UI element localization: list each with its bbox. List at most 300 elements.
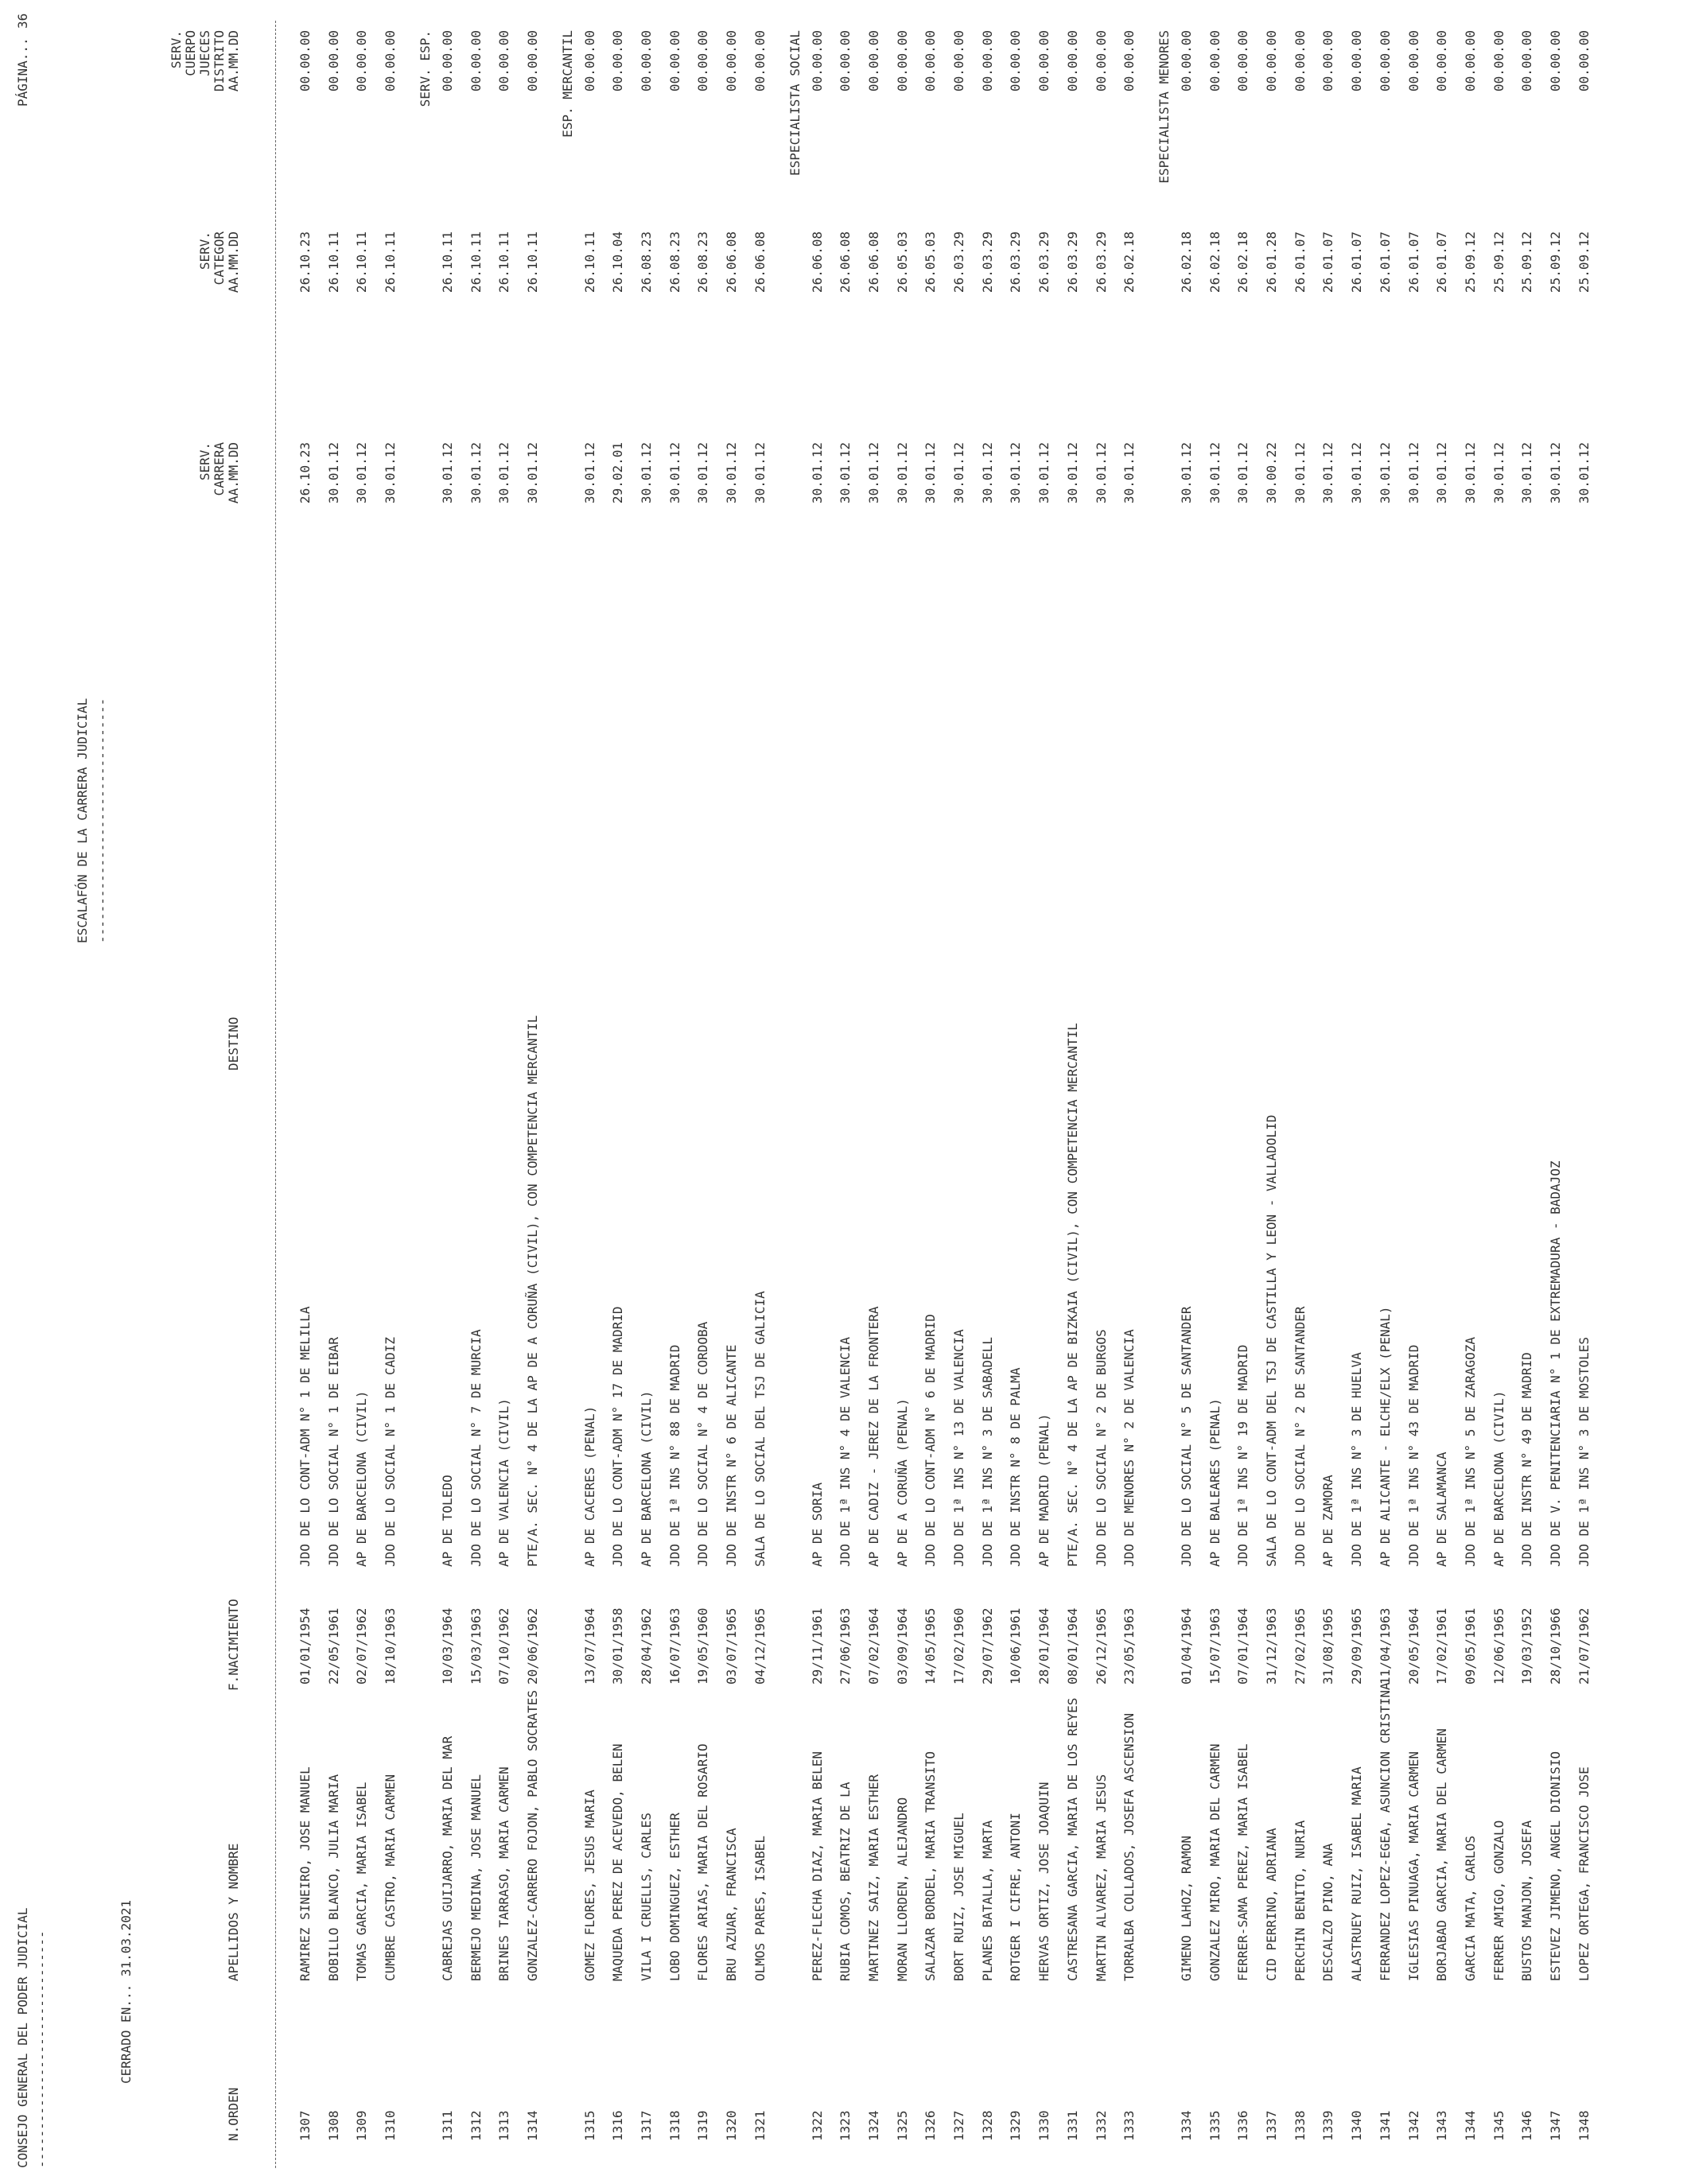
row-nombre: BERMEJO MEDINA, JOSE MANUEL (468, 1774, 484, 1981)
row-serv-categoria: 26.08.23 (695, 231, 710, 293)
row-serv-carrera: 30.00.22 (1264, 442, 1279, 504)
row-nombre: OLMOS PARES, ISABEL (752, 1835, 768, 1981)
row-orden: 1336 (1235, 2110, 1250, 2141)
row-orden: 1319 (695, 2110, 710, 2141)
row-nombre: RUBIA COMOS, BEATRIZ DE LA (838, 1782, 853, 1981)
row-serv-cuerpo: 00.00.00 (838, 30, 853, 92)
row-serv-categoria: 26.10.11 (468, 231, 484, 293)
page-label: PÁGINA... (15, 37, 30, 107)
row-orden: 1347 (1548, 2110, 1563, 2141)
row-serv-cuerpo: 00.00.00 (667, 30, 682, 92)
row-nacimiento: 15/03/1963 (468, 1607, 484, 1685)
row-nacimiento: 10/06/1961 (1008, 1607, 1023, 1685)
row-serv-categoria: 25.09.12 (1491, 231, 1506, 293)
row-serv-carrera: 30.01.12 (1036, 442, 1052, 504)
row-serv-categoria: 25.09.12 (1576, 231, 1592, 293)
row-nombre: PLANES BATALLA, MARTA (980, 1820, 995, 1981)
row-destino: PTE/A. SEC. N° 4 DE LA AP DE A CORUÑA (CIVIL), CON COMPETENCIA MERCANTIL (525, 1015, 540, 1567)
row-serv-cuerpo: 00.00.00 (383, 30, 398, 92)
row-serv-cuerpo: 00.00.00 (923, 30, 938, 92)
row-nombre: DESCALZO PINO, ANA (1320, 1843, 1335, 1981)
row-serv-carrera: 30.01.12 (1293, 442, 1308, 504)
row-nombre: GARCIA MATA, CARLOS (1463, 1835, 1478, 1981)
row-orden: 1313 (496, 2110, 511, 2141)
row-destino: JDO DE LO SOCIAL N° 2 DE SANTANDER (1293, 1306, 1308, 1567)
row-destino: JDO DE LO SOCIAL N° 7 DE MURCIA (468, 1329, 484, 1567)
row-nacimiento: 28/10/1966 (1548, 1607, 1563, 1685)
row-destino: AP DE ZAMORA (1320, 1475, 1335, 1567)
section-label: ESPECIALISTA SOCIAL (787, 30, 803, 177)
row-serv-carrera: 30.01.12 (1548, 442, 1563, 504)
header-cuerpo-line: DISTRITO (212, 30, 227, 92)
row-orden: 1344 (1463, 2110, 1478, 2141)
row-serv-carrera: 30.01.12 (695, 442, 710, 504)
row-serv-carrera: 30.01.12 (326, 442, 341, 504)
row-serv-carrera: 30.01.12 (752, 442, 768, 504)
row-nombre: FERRER AMIGO, GONZALO (1491, 1820, 1506, 1981)
row-serv-cuerpo: 00.00.00 (1122, 30, 1137, 92)
row-nacimiento: 31/08/1965 (1320, 1607, 1335, 1685)
header-nacimiento: F.NACIMIENTO (226, 1599, 241, 1691)
row-nombre: BOBILLO BLANCO, JULIA MARIA (326, 1774, 341, 1981)
row-nombre: VILA I CRUELLS, CARLES (639, 1813, 654, 1981)
row-destino: JDO DE LO SOCIAL N° 1 DE EIBAR (326, 1337, 341, 1567)
row-nacimiento: 03/07/1965 (724, 1607, 739, 1685)
row-nombre: CASTRESANA GARCIA, MARIA DE LOS REYES (1065, 1697, 1080, 1981)
row-serv-cuerpo: 00.00.00 (525, 30, 540, 92)
row-orden: 1337 (1264, 2110, 1279, 2141)
row-serv-cuerpo: 00.00.00 (468, 30, 484, 92)
header-cuerpo-line: JUECES (197, 30, 212, 76)
header-categoria-line: CATEGOR (212, 231, 227, 286)
row-serv-carrera: 30.01.12 (667, 442, 682, 504)
row-destino: JDO DE INSTR N° 8 DE PALMA (1008, 1367, 1023, 1567)
row-serv-cuerpo: 00.00.00 (980, 30, 995, 92)
row-serv-cuerpo: 00.00.00 (866, 30, 881, 92)
row-orden: 1311 (440, 2110, 455, 2141)
row-serv-cuerpo: 00.00.00 (1235, 30, 1250, 92)
row-destino: AP DE TOLEDO (440, 1475, 455, 1567)
section-label: ESP. MERCANTIL (560, 30, 575, 138)
row-serv-categoria: 26.01.28 (1264, 231, 1279, 293)
row-serv-categoria: 26.02.18 (1207, 231, 1223, 293)
row-serv-cuerpo: 00.00.00 (1008, 30, 1023, 92)
row-nombre: HERVAS ORTIZ, JOSE JOAQUIN (1036, 1782, 1052, 1981)
row-serv-categoria: 26.01.07 (1349, 231, 1364, 293)
row-destino: JDO DE MENORES N° 2 DE VALENCIA (1122, 1329, 1137, 1567)
row-nacimiento: 15/07/1963 (1207, 1607, 1223, 1685)
closed-date: CERRADO EN... 31.03.2021 (119, 1899, 134, 2084)
row-orden: 1339 (1320, 2110, 1335, 2141)
header-destino: DESTINO (226, 1016, 241, 1071)
document-title: ESCALAFÓN DE LA CARRERA JUDICIAL (75, 698, 90, 943)
row-serv-categoria: 26.02.18 (1179, 231, 1194, 293)
row-serv-cuerpo: 00.00.00 (326, 30, 341, 92)
row-nacimiento: 20/05/1964 (1406, 1607, 1421, 1685)
row-destino: JDO DE 1ª INS N° 3 DE HUELVA (1349, 1352, 1364, 1567)
row-serv-categoria: 25.09.12 (1463, 231, 1478, 293)
row-nacimiento: 16/07/1963 (667, 1607, 682, 1685)
row-destino: AP DE ALICANTE - ELCHE/ELX (PENAL) (1378, 1306, 1393, 1567)
row-destino: JDO DE 1ª INS N° 19 DE MADRID (1235, 1344, 1250, 1567)
row-nombre: CUMBRE CASTRO, MARIA CARMEN (383, 1774, 398, 1981)
row-serv-cuerpo: 00.00.00 (1519, 30, 1534, 92)
row-serv-carrera: 30.01.12 (980, 442, 995, 504)
row-serv-cuerpo: 00.00.00 (1094, 30, 1109, 92)
row-serv-categoria: 26.10.11 (354, 231, 369, 293)
row-destino: JDO DE 1ª INS N° 3 DE MOSTOLES (1576, 1337, 1592, 1567)
row-serv-cuerpo: 00.00.00 (1320, 30, 1335, 92)
row-serv-carrera: 30.01.12 (1065, 442, 1080, 504)
row-destino: JDO DE LO CONT-ADM N° 6 DE MADRID (923, 1314, 938, 1567)
row-serv-carrera: 30.01.12 (724, 442, 739, 504)
row-serv-carrera: 30.01.12 (1519, 442, 1534, 504)
row-serv-categoria: 26.03.29 (1094, 231, 1109, 293)
org-underline: ------------------------------- (34, 1930, 49, 2168)
row-serv-categoria: 26.10.11 (525, 231, 540, 293)
row-orden: 1341 (1378, 2110, 1393, 2141)
row-nacimiento: 29/07/1962 (980, 1607, 995, 1685)
row-serv-carrera: 30.01.12 (838, 442, 853, 504)
section-label: ESPECIALISTA MENORES (1156, 30, 1172, 184)
row-nombre: BORJABAD GARCIA, MARIA DEL CARMEN (1434, 1728, 1449, 1981)
row-serv-carrera: 30.01.12 (1406, 442, 1421, 504)
row-orden: 1338 (1293, 2110, 1308, 2141)
row-serv-cuerpo: 00.00.00 (1491, 30, 1506, 92)
row-orden: 1314 (525, 2110, 540, 2141)
row-orden: 1316 (610, 2110, 625, 2141)
row-nombre: CID PERRINO, ADRIANA (1264, 1828, 1279, 1981)
row-destino: JDO DE 1ª INS N° 5 DE ZARAGOZA (1463, 1337, 1478, 1567)
row-nombre: SALAZAR BORDEL, MARIA TRANSITO (923, 1751, 938, 1981)
row-serv-categoria: 26.05.03 (923, 231, 938, 293)
row-nombre: GOMEZ FLORES, JESUS MARIA (582, 1790, 597, 1981)
row-serv-cuerpo: 00.00.00 (297, 30, 313, 92)
row-serv-cuerpo: 00.00.00 (1463, 30, 1478, 92)
row-orden: 1331 (1065, 2110, 1080, 2141)
row-nacimiento: 03/09/1964 (895, 1607, 910, 1685)
row-serv-categoria: 26.10.04 (610, 231, 625, 293)
row-serv-categoria: 26.02.18 (1122, 231, 1137, 293)
row-orden: 1332 (1094, 2110, 1109, 2141)
row-serv-categoria: 26.03.29 (1065, 231, 1080, 293)
row-serv-cuerpo: 00.00.00 (1434, 30, 1449, 92)
row-serv-categoria: 26.10.23 (297, 231, 313, 293)
row-serv-categoria: 25.09.12 (1548, 231, 1563, 293)
header-nombre: APELLIDOS Y NOMBRE (226, 1843, 241, 1981)
row-destino: AP DE MADRID (PENAL) (1036, 1413, 1052, 1567)
row-orden: 1348 (1576, 2110, 1592, 2141)
row-serv-carrera: 30.01.12 (1320, 442, 1335, 504)
row-destino: AP DE SORIA (810, 1483, 825, 1567)
row-nombre: GONZALEZ MIRO, MARIA DEL CARMEN (1207, 1743, 1223, 1981)
row-destino: PTE/A. SEC. N° 4 DE LA AP DE BIZKAIA (CIVIL), CON COMPETENCIA MERCANTIL (1065, 1023, 1080, 1567)
row-destino: JDO DE 1ª INS N° 13 DE VALENCIA (951, 1329, 966, 1567)
header-categoria-line: SERV. (197, 231, 212, 270)
row-nacimiento: 21/07/1962 (1576, 1607, 1592, 1685)
row-serv-categoria: 26.02.18 (1235, 231, 1250, 293)
row-serv-carrera: 30.01.12 (468, 442, 484, 504)
row-orden: 1308 (326, 2110, 341, 2141)
row-destino: JDO DE LO SOCIAL N° 2 DE BURGOS (1094, 1329, 1109, 1567)
row-serv-cuerpo: 00.00.00 (440, 30, 455, 92)
row-destino: AP DE VALENCIA (CIVIL) (496, 1398, 511, 1567)
row-nombre: FERRER-SAMA PEREZ, MARIA ISABEL (1235, 1743, 1250, 1981)
row-serv-carrera: 30.01.12 (1094, 442, 1109, 504)
row-nacimiento: 07/10/1962 (496, 1607, 511, 1685)
row-orden: 1334 (1179, 2110, 1194, 2141)
row-serv-categoria: 26.03.29 (1008, 231, 1023, 293)
row-serv-categoria: 26.10.11 (496, 231, 511, 293)
row-serv-categoria: 26.06.08 (810, 231, 825, 293)
row-nombre: TOMAS GARCIA, MARIA ISABEL (354, 1782, 369, 1981)
row-orden: 1343 (1434, 2110, 1449, 2141)
row-serv-categoria: 26.06.08 (724, 231, 739, 293)
row-serv-cuerpo: 00.00.00 (1406, 30, 1421, 92)
row-orden: 1307 (297, 2110, 313, 2141)
row-destino: AP DE BALEARES (PENAL) (1207, 1398, 1223, 1567)
header-cuerpo-line: CUERPO (183, 30, 198, 76)
row-nacimiento: 08/01/1964 (1065, 1607, 1080, 1685)
row-serv-cuerpo: 00.00.00 (1179, 30, 1194, 92)
row-serv-categoria: 26.10.11 (582, 231, 597, 293)
row-nacimiento: 19/05/1960 (695, 1607, 710, 1685)
row-nacimiento: 04/12/1965 (752, 1607, 768, 1685)
row-destino: AP DE BARCELONA (CIVIL) (354, 1390, 369, 1567)
row-serv-cuerpo: 00.00.00 (724, 30, 739, 92)
row-nombre: LOBO DOMINGUEZ, ESTHER (667, 1813, 682, 1981)
row-destino: JDO DE 1ª INS N° 3 DE SABADELL (980, 1337, 995, 1567)
row-serv-cuerpo: 00.00.00 (1036, 30, 1052, 92)
row-orden: 1318 (667, 2110, 682, 2141)
row-orden: 1335 (1207, 2110, 1223, 2141)
row-serv-cuerpo: 00.00.00 (496, 30, 511, 92)
row-nombre: RAMIREZ SINEIRO, JOSE MANUEL (297, 1766, 313, 1981)
row-serv-categoria: 26.10.11 (440, 231, 455, 293)
row-nombre: MORAN LLORDEN, ALEJANDRO (895, 1797, 910, 1981)
row-nombre: IGLESIAS PINUAGA, MARIA CARMEN (1406, 1751, 1421, 1981)
row-destino: AP DE SALAMANCA (1434, 1451, 1449, 1567)
header-cuerpo-line: SERV. (169, 30, 184, 69)
row-nombre: GONZALEZ-CARRERO FOJON, PABLO SOCRATES (525, 1689, 540, 1981)
row-orden: 1322 (810, 2110, 825, 2141)
row-serv-carrera: 30.01.12 (1463, 442, 1478, 504)
row-serv-categoria: 26.03.29 (980, 231, 995, 293)
row-destino: JDO DE 1ª INS N° 88 DE MADRID (667, 1344, 682, 1567)
row-nombre: CABREJAS GUIJARRO, MARIA DEL MAR (440, 1735, 455, 1981)
row-serv-carrera: 30.01.12 (496, 442, 511, 504)
row-nombre: FERRANDEZ LOPEZ-EGEA, ASUNCION CRISTINA (1378, 1682, 1393, 1981)
row-nacimiento: 07/02/1964 (866, 1607, 881, 1685)
row-nacimiento: 02/07/1962 (354, 1607, 369, 1685)
row-nombre: BRINES TARRASO, MARIA CARMEN (496, 1766, 511, 1981)
row-serv-carrera: 30.01.12 (923, 442, 938, 504)
row-nombre: MAQUEDA PEREZ DE ACEVEDO, BELEN (610, 1743, 625, 1981)
section-label: SERV. ESP. (418, 30, 433, 107)
row-nombre: GIMENO LAHOZ, RAMON (1179, 1835, 1194, 1981)
row-serv-carrera: 30.01.12 (383, 442, 398, 504)
row-nacimiento: 12/06/1965 (1491, 1607, 1506, 1685)
row-nacimiento: 27/02/1965 (1293, 1607, 1308, 1685)
row-destino: JDO DE INSTR N° 6 DE ALICANTE (724, 1344, 739, 1567)
row-nombre: ROTGER I CIFRE, ANTONI (1008, 1813, 1023, 1981)
row-serv-cuerpo: 00.00.00 (810, 30, 825, 92)
page-number: 36 (15, 13, 30, 29)
row-nombre: TORRALBA COLLADOS, JOSEFA ASCENSION (1122, 1712, 1137, 1981)
row-serv-categoria: 26.08.23 (667, 231, 682, 293)
row-nacimiento: 20/06/1962 (525, 1607, 540, 1685)
row-serv-cuerpo: 00.00.00 (1548, 30, 1563, 92)
row-nacimiento: 31/12/1963 (1264, 1607, 1279, 1685)
row-nombre: MARTINEZ SAIZ, MARIA ESTHER (866, 1774, 881, 1981)
row-serv-carrera: 30.01.12 (525, 442, 540, 504)
row-destino: AP DE CACERES (PENAL) (582, 1405, 597, 1567)
row-orden: 1324 (866, 2110, 881, 2141)
row-serv-carrera: 30.01.12 (639, 442, 654, 504)
row-serv-cuerpo: 00.00.00 (951, 30, 966, 92)
row-nacimiento: 23/05/1963 (1122, 1607, 1137, 1685)
row-nacimiento: 07/01/1964 (1235, 1607, 1250, 1685)
row-nacimiento: 19/03/1952 (1519, 1607, 1534, 1685)
row-nacimiento: 28/01/1964 (1036, 1607, 1052, 1685)
row-serv-cuerpo: 00.00.00 (1293, 30, 1308, 92)
row-serv-categoria: 26.06.08 (866, 231, 881, 293)
row-orden: 1330 (1036, 2110, 1052, 2141)
row-serv-categoria: 26.06.08 (838, 231, 853, 293)
row-serv-cuerpo: 00.00.00 (1264, 30, 1279, 92)
row-serv-carrera: 30.01.12 (1576, 442, 1592, 504)
row-destino: JDO DE V. PENITENCIARIA N° 1 DE EXTREMADURA - BADAJOZ (1548, 1160, 1563, 1567)
row-serv-categoria: 26.01.07 (1434, 231, 1449, 293)
row-serv-carrera: 30.01.12 (1207, 442, 1223, 504)
row-nombre: ESTEVEZ JIMENO, ANGEL DIONISIO (1548, 1751, 1563, 1981)
row-nacimiento: 09/05/1961 (1463, 1607, 1478, 1685)
row-destino: JDO DE INSTR N° 49 DE MADRID (1519, 1352, 1534, 1567)
row-nacimiento: 29/09/1965 (1349, 1607, 1364, 1685)
row-nombre: ALASTRUEY RUIZ, ISABEL MARIA (1349, 1766, 1364, 1981)
row-nombre: BUSTOS MANJON, JOSEFA (1519, 1820, 1534, 1981)
row-orden: 1321 (752, 2110, 768, 2141)
header-carrera-line: SERV. (197, 442, 212, 481)
row-destino: AP DE BARCELONA (CIVIL) (1491, 1390, 1506, 1567)
row-serv-categoria: 26.06.08 (752, 231, 768, 293)
row-serv-carrera: 30.01.12 (895, 442, 910, 504)
row-destino: JDO DE 1ª INS N° 4 DE VALENCIA (838, 1337, 853, 1567)
row-nacimiento: 22/05/1961 (326, 1607, 341, 1685)
row-nombre: LOPEZ ORTEGA, FRANCISCO JOSE (1576, 1766, 1592, 1981)
row-orden: 1346 (1519, 2110, 1534, 2141)
row-serv-carrera: 29.02.01 (610, 442, 625, 504)
row-serv-categoria: 26.10.11 (383, 231, 398, 293)
row-serv-carrera: 30.01.12 (951, 442, 966, 504)
row-destino: AP DE A CORUÑA (PENAL) (895, 1398, 910, 1567)
row-orden: 1317 (639, 2110, 654, 2141)
row-serv-categoria: 26.03.29 (1036, 231, 1052, 293)
row-serv-cuerpo: 00.00.00 (695, 30, 710, 92)
row-orden: 1333 (1122, 2110, 1137, 2141)
row-destino: JDO DE LO CONT-ADM N° 1 DE MELILLA (297, 1306, 313, 1567)
row-nombre: BRU AZUAR, FRANCISCA (724, 1828, 739, 1981)
row-serv-carrera: 30.01.12 (1179, 442, 1194, 504)
row-serv-cuerpo: 00.00.00 (610, 30, 625, 92)
row-serv-cuerpo: 00.00.00 (1576, 30, 1592, 92)
row-serv-cuerpo: 00.00.00 (639, 30, 654, 92)
row-orden: 1309 (354, 2110, 369, 2141)
row-nacimiento: 29/11/1961 (810, 1607, 825, 1685)
row-orden: 1327 (951, 2110, 966, 2141)
row-serv-categoria: 26.10.11 (326, 231, 341, 293)
row-nacimiento: 17/02/1960 (951, 1607, 966, 1685)
row-orden: 1329 (1008, 2110, 1023, 2141)
row-destino: JDO DE LO SOCIAL N° 4 DE CORDOBA (695, 1321, 710, 1567)
row-orden: 1315 (582, 2110, 597, 2141)
row-nacimiento: 26/12/1965 (1094, 1607, 1109, 1685)
row-serv-carrera: 30.01.12 (1378, 442, 1393, 504)
row-orden: 1325 (895, 2110, 910, 2141)
row-orden: 1320 (724, 2110, 739, 2141)
header-categoria-line: AA.MM.DD (226, 231, 241, 293)
row-serv-carrera: 30.01.12 (866, 442, 881, 504)
row-destino: JDO DE LO CONT-ADM N° 17 DE MADRID (610, 1306, 625, 1567)
row-serv-cuerpo: 00.00.00 (582, 30, 597, 92)
row-orden: 1323 (838, 2110, 853, 2141)
row-nombre: PERCHIN BENITO, NURIA (1293, 1820, 1308, 1981)
row-serv-carrera: 30.01.12 (1122, 442, 1137, 504)
row-nacimiento: 10/03/1964 (440, 1607, 455, 1685)
row-serv-cuerpo: 00.00.00 (1065, 30, 1080, 92)
row-serv-carrera: 30.01.12 (1349, 442, 1364, 504)
row-nombre: BORT RUIZ, JOSE MIGUEL (951, 1813, 966, 1981)
header-carrera-line: AA.MM.DD (226, 442, 241, 504)
row-nacimiento: 13/07/1964 (582, 1607, 597, 1685)
row-destino: SALA DE LO CONT-ADM DEL TSJ DE CASTILLA Y LEON - VALLADOLID (1264, 1114, 1279, 1567)
row-orden: 1312 (468, 2110, 484, 2141)
row-serv-categoria: 26.01.07 (1378, 231, 1393, 293)
row-serv-cuerpo: 00.00.00 (1349, 30, 1364, 92)
row-serv-categoria: 25.09.12 (1519, 231, 1534, 293)
row-serv-categoria: 26.01.07 (1320, 231, 1335, 293)
row-serv-carrera: 30.01.12 (1008, 442, 1023, 504)
org-title: CONSEJO GENERAL DEL PODER JUDICIAL (15, 1907, 30, 2168)
row-destino: AP DE CADIZ - JEREZ DE LA FRONTERA (866, 1306, 881, 1567)
row-serv-categoria: 26.01.07 (1406, 231, 1421, 293)
row-destino: JDO DE LO SOCIAL N° 1 DE CADIZ (383, 1337, 398, 1567)
row-destino: JDO DE LO SOCIAL N° 5 DE SANTANDER (1179, 1306, 1194, 1567)
row-orden: 1328 (980, 2110, 995, 2141)
row-nacimiento: 11/04/1963 (1378, 1607, 1393, 1685)
row-nacimiento: 14/05/1965 (923, 1607, 938, 1685)
header-cuerpo-line: AA.MM.DD (226, 30, 241, 92)
header-carrera-line: CARRERA (212, 442, 227, 496)
row-nacimiento: 17/02/1961 (1434, 1607, 1449, 1685)
row-destino: SALA DE LO SOCIAL DEL TSJ DE GALICIA (752, 1291, 768, 1567)
header-rule (275, 21, 276, 2168)
row-nombre: MARTIN ALVAREZ, MARIA JESUS (1094, 1774, 1109, 1981)
row-serv-cuerpo: 00.00.00 (1378, 30, 1393, 92)
row-serv-categoria: 26.05.03 (895, 231, 910, 293)
row-orden: 1342 (1406, 2110, 1421, 2141)
row-serv-carrera: 30.01.12 (582, 442, 597, 504)
title-underline: -------------------------------- (95, 698, 110, 943)
row-serv-categoria: 26.08.23 (639, 231, 654, 293)
header-orden: N.ORDEN (226, 2087, 241, 2141)
row-serv-carrera: 30.01.12 (1434, 442, 1449, 504)
row-orden: 1310 (383, 2110, 398, 2141)
row-destino: JDO DE 1ª INS N° 43 DE MADRID (1406, 1344, 1421, 1567)
row-serv-carrera: 30.01.12 (440, 442, 455, 504)
row-orden: 1340 (1349, 2110, 1364, 2141)
row-nacimiento: 27/06/1963 (838, 1607, 853, 1685)
